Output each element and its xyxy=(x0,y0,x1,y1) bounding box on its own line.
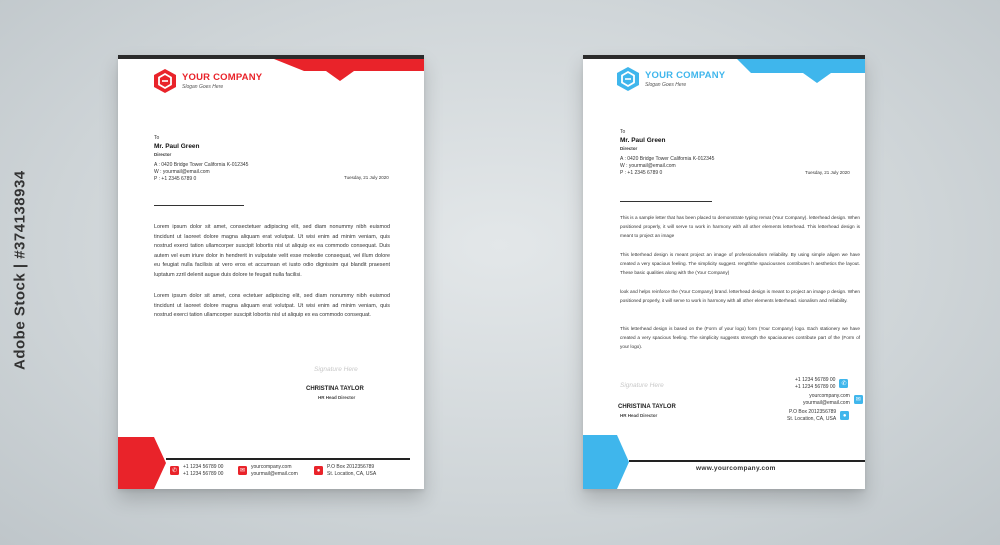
body-paragraph-4: This letterhead design is based on the (Form of your logo) form (Your Company) logo. Each stationery we have created a very spacious feeling. The simplicity suggests strength the spaciousnes contribute part of the (Form of your logo). xyxy=(620,326,860,349)
footer-phone-2: +1 1234 56789 00 xyxy=(183,470,224,477)
recipient-address: A : 0420 Bridge Tower California K-012345 xyxy=(154,162,249,168)
phone-icon: ✆ xyxy=(171,467,178,474)
footer-address-1: P.O Box 2012356789 xyxy=(327,464,375,470)
footer-web-1: yourcompany.com xyxy=(251,464,292,470)
hexagon-logo-icon xyxy=(154,69,176,93)
location-pin-icon: ● xyxy=(840,411,849,420)
to-label: To xyxy=(154,135,160,141)
blue-top-accent xyxy=(737,55,865,83)
footer-website: www.yourcompany.com xyxy=(696,465,776,472)
company-logo xyxy=(617,67,725,91)
red-top-accent xyxy=(274,55,424,81)
body-paragraph-2: This letterhead design is meant project an image of professionalism reliability. By using simple aligen we have created a very spacious feeling. The simplicity suggest. rengththe spaciousnes contributes h aesthetics the layout. These basic qualities along with the (Your Company) xyxy=(620,252,860,275)
contact-phone xyxy=(795,377,848,390)
footer-line xyxy=(166,458,410,460)
recipient-title: Director xyxy=(620,146,638,151)
company-slogan: Slogan Goes Here xyxy=(645,82,687,88)
mail-icon: ✉ xyxy=(855,396,861,403)
contact-phone-1: +1 1234 56789 00 xyxy=(795,377,836,383)
signer-name: CHRISTINA TAYLOR xyxy=(306,386,364,392)
recipient-block xyxy=(620,129,714,177)
body-paragraph-3: look and helps reinforce the (Your Company) brand. letterhead design is meant to project an image p design. When positioned properly, it will serve to work in harmony with all other elements letterhead. sionalism and reliability. xyxy=(620,289,860,303)
red-bottom-accent xyxy=(118,437,166,489)
to-label: To xyxy=(620,129,626,135)
recipient-web: W : yourmail@email.com xyxy=(620,163,676,169)
contact-address-2: St. Location, CA, USA xyxy=(787,415,837,422)
company-name: YOUR COMPANY xyxy=(645,70,726,81)
contact-web xyxy=(803,393,863,406)
letter-date: Tuesday, 21 July 2020 xyxy=(805,170,850,175)
footer-address-2: St. Location, CA, USA xyxy=(327,470,377,477)
letter-date: Tuesday, 21 July 2020 xyxy=(344,175,389,180)
contact-phone-2: +1 1234 56789 00 xyxy=(795,383,836,390)
contact-web-1: yourcompany.com xyxy=(809,393,850,399)
footer-web xyxy=(238,464,298,477)
recipient-block xyxy=(154,135,248,183)
phone-icon: ✆ xyxy=(841,380,847,387)
blue-bottom-accent xyxy=(583,435,629,489)
signer-title: HR Head Director xyxy=(318,395,356,400)
recipient-name: Mr. Paul Green xyxy=(154,143,200,150)
body-paragraph-1: Lorem ipsum dolor sit amet, consectetuer adipiscing elit, sed diam nonummy nibh euismod tincidunt ut laoreet dolore magna aliquam erat volutpat. Ut wisi enim ad minim veniam, quis nostrud exerci tation ullamcorper suscipit lobortis nisl ut aliquip ex ea commodo consequat. Duis autem vel eum iriure dolor in hendrerit in vulputate velit esse molestie consequat, vel illum dolore eu feugiat nulla facilisis at vero eros et accumsan et iusto odio dignissim qui blandit praesent luptatum zzril delenit augue duis dolore te feugait nulla facilisi. xyxy=(154,224,390,278)
company-name: YOUR COMPANY xyxy=(182,72,263,83)
footer-line xyxy=(629,460,865,462)
recipient-phone: P : +1 2345 6789 0 xyxy=(154,176,197,182)
recipient-address: A : 0420 Bridge Tower California K-012345 xyxy=(620,156,715,162)
body-paragraph-2: Lorem ipsum dolor sit amet, cons ectetuer adipiscing elit, sed diam nonummy nibh euismod tincidunt ut laoreet dolore magna aliquam erat volutpat. Ut wisi enim ad minim veniam, quis nostrud exerci tation ullamcorper suscipit lobortis nisl ut aliquip ex ea commodo consequat. xyxy=(154,293,390,318)
footer-phone xyxy=(170,464,223,477)
footer-web-2: yourmail@email.com xyxy=(251,470,298,477)
signer-title: HR Head Director xyxy=(620,413,658,418)
divider-line xyxy=(620,201,712,202)
contact-address xyxy=(787,409,849,422)
recipient-phone: P : +1 2345 6789 0 xyxy=(620,170,663,176)
body-paragraph-1: This is a sample letter that has been placed to demonstrate typing remat (Your Company). letterhead design. When positioned properly, it will serve to work in harmony with all other elements letterhead. This letterhead design is meant to project an image xyxy=(620,215,860,238)
contact-web-2: yourmail@email.com xyxy=(803,399,850,406)
footer-phone-1: +1 1234 56789 00 xyxy=(183,464,224,470)
divider-line xyxy=(154,205,244,206)
letterhead-red xyxy=(118,55,424,489)
recipient-web: W : yourmail@email.com xyxy=(154,169,210,175)
signature-placeholder: Signature Here xyxy=(620,382,664,389)
signer-name: CHRISTINA TAYLOR xyxy=(618,404,676,410)
mail-icon: ✉ xyxy=(239,467,246,474)
recipient-title: Director xyxy=(154,152,172,157)
hexagon-logo-icon xyxy=(617,67,639,91)
signature-placeholder: Signature Here xyxy=(314,366,358,373)
company-slogan: Slogan Goes Here xyxy=(182,84,224,90)
footer-address xyxy=(314,464,376,477)
adobe-stock-watermark: Adobe Stock | #374138934 xyxy=(11,170,29,370)
recipient-name: Mr. Paul Green xyxy=(620,137,666,144)
letterhead-blue xyxy=(583,55,865,489)
contact-address-1: P.O Box 2012356789 xyxy=(789,409,837,415)
company-logo xyxy=(154,69,262,93)
location-pin-icon: ● xyxy=(314,466,323,475)
